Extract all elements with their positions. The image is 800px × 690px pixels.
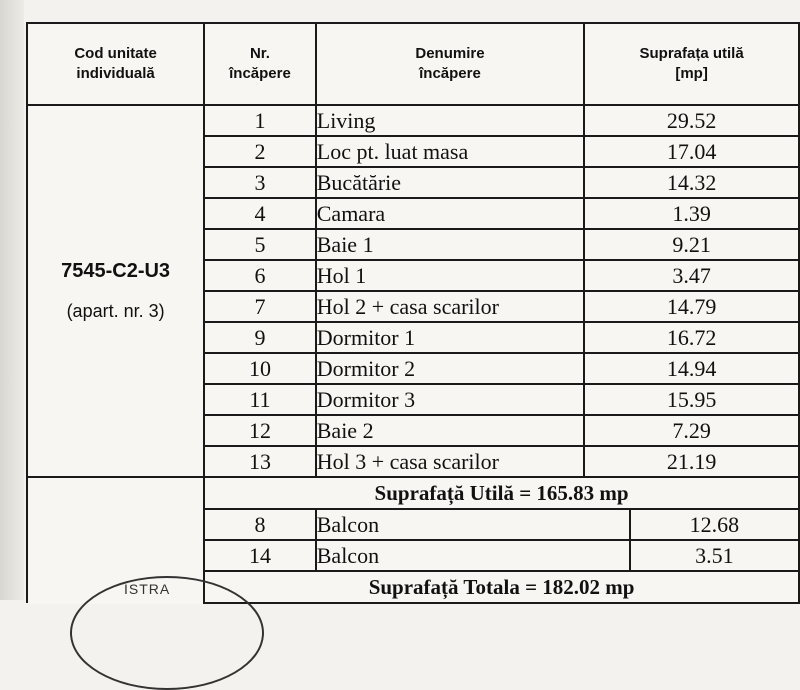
room-name: Dormitor 2 [316, 353, 584, 384]
usable-total: Suprafață Utilă = 165.83 mp [204, 477, 799, 509]
room-nr: 6 [204, 260, 316, 291]
room-name: Bucătărie [316, 167, 584, 198]
room-name: Living [316, 105, 584, 136]
header-usable-area: Suprafața utilă [mp] [584, 23, 799, 105]
room-area: 14.94 [584, 353, 799, 384]
room-name: Camara [316, 198, 584, 229]
room-area: 9.21 [584, 229, 799, 260]
room-area: 7.29 [584, 415, 799, 446]
page-edge [0, 0, 24, 600]
room-name: Hol 2 + casa scarilor [316, 291, 584, 322]
room-name: Baie 2 [316, 415, 584, 446]
table-row [27, 105, 799, 136]
room-nr: 7 [204, 291, 316, 322]
room-area: 21.19 [584, 446, 799, 477]
room-nr: 11 [204, 384, 316, 415]
room-area: 1.39 [584, 198, 799, 229]
table-row [27, 540, 799, 571]
balcony-name: Balcon [316, 509, 630, 540]
room-area-table [26, 22, 800, 604]
room-area: 29.52 [584, 105, 799, 136]
room-name: Baie 1 [316, 229, 584, 260]
balcony-nr: 14 [204, 540, 316, 571]
unit-cell [27, 105, 204, 477]
room-nr: 4 [204, 198, 316, 229]
room-nr: 9 [204, 322, 316, 353]
room-area: 3.47 [584, 260, 799, 291]
room-nr: 5 [204, 229, 316, 260]
balcony-area: 3.51 [630, 540, 799, 571]
room-area: 15.95 [584, 384, 799, 415]
table-row [27, 509, 799, 540]
room-name: Dormitor 3 [316, 384, 584, 415]
table-header-row [27, 23, 799, 105]
room-area: 14.79 [584, 291, 799, 322]
room-name: Dormitor 1 [316, 322, 584, 353]
balcony-nr: 8 [204, 509, 316, 540]
room-name: Loc pt. luat masa [316, 136, 584, 167]
header-room-name: Denumire încăpere [316, 23, 584, 105]
room-area: 16.72 [584, 322, 799, 353]
room-nr: 10 [204, 353, 316, 384]
unit-cell-continued [27, 540, 204, 571]
room-nr: 13 [204, 446, 316, 477]
header-unit-code: Cod unitate individuală [27, 23, 204, 105]
unit-cell-continued [27, 509, 204, 540]
apartment-label: (apart. nr. 3) [66, 301, 165, 321]
room-nr: 1 [204, 105, 316, 136]
usable-total-row [27, 477, 799, 509]
room-area: 14.32 [584, 167, 799, 198]
room-area: 17.04 [584, 136, 799, 167]
room-nr: 12 [204, 415, 316, 446]
grand-total: Suprafață Totala = 182.02 mp [204, 571, 799, 603]
unit-cell-continued [27, 477, 204, 509]
room-name: Hol 1 [316, 260, 584, 291]
unit-code: 7545-C2-U3 [61, 260, 171, 282]
balcony-area: 12.68 [630, 509, 799, 540]
room-name: Hol 3 + casa scarilor [316, 446, 584, 477]
room-nr: 3 [204, 167, 316, 198]
stamp-text: ISTRA [124, 581, 171, 597]
header-room-nr: Nr. încăpere [204, 23, 316, 105]
balcony-name: Balcon [316, 540, 630, 571]
room-nr: 2 [204, 136, 316, 167]
